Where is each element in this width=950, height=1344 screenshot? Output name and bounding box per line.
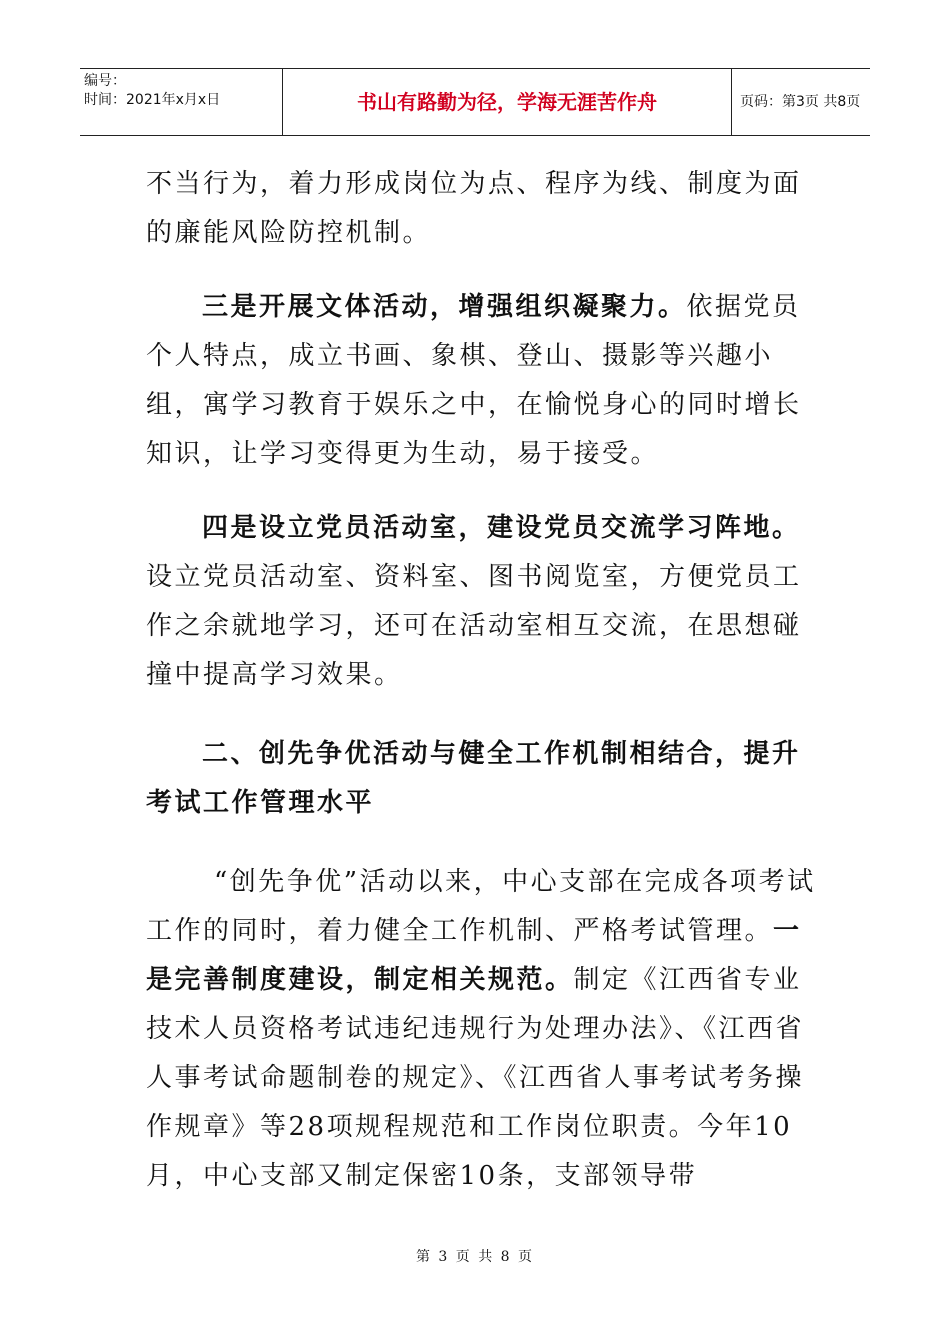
paragraph-3 (146, 504, 816, 700)
paragraph-2-heading: 三是开展文体活动，增强组织凝聚力。 (202, 292, 687, 322)
paragraph-1: 不当行为，着力形成岗位为点、程序为线、制度为面的廉能风险防控机制。 (146, 169, 802, 248)
header-motto: 书山有路勤为径，学海无涯苦作舟 (282, 69, 732, 135)
page-header (80, 68, 870, 136)
page-footer: 第 3 页 共 8 页 (415, 1249, 535, 1265)
document-time-label: 时间：2021年x月x日 (84, 92, 221, 108)
document-body (146, 160, 816, 1201)
paragraph-5 (146, 858, 816, 1201)
paragraph-3-text: 设立党员活动室、资料室、图书阅览室，方便党员工作之余就地学习，还可在活动室相互交流，在思想碰撞中提高学习效果。 (146, 562, 802, 690)
paragraph-5-heading: 一是完善制度建设，制定相关规范。 (146, 916, 802, 995)
section-heading: 二、创先争优活动与健全工作机制相结合，提升考试工作管理水平 (146, 739, 801, 818)
document-number-label: 编号： (84, 73, 126, 89)
paragraph-2 (146, 283, 816, 479)
header-page-info: 页码：第3页 共8页 (740, 94, 861, 110)
paragraph-2-text: 依据党员个人特点，成立书画、象棋、登山、摄影等兴趣小组，寓学习教育于娱乐之中，在愉悦身心的同时增长知识，让学习变得更为生动，易于接受。 (146, 292, 802, 469)
header-meta (80, 69, 282, 135)
paragraph-5-intro: “创先争优”活动以来，中心支部在完成各项考试工作的同时，着力健全工作机制、严格考试管理。 (146, 867, 816, 946)
paragraph-3-heading: 四是设立党员活动室，建设党员交流学习阵地。 (202, 513, 801, 543)
paragraph-5-text: 制定《江西省专业技术人员资格考试违纪违规行为处理办法》、《江西省人事考试命题制卷的规定》、《江西省人事考试考务操作规章》等28项规程规范和工作岗位职责。今年10月，中心支部又制定保密10条，支部领导带 (146, 965, 805, 1191)
